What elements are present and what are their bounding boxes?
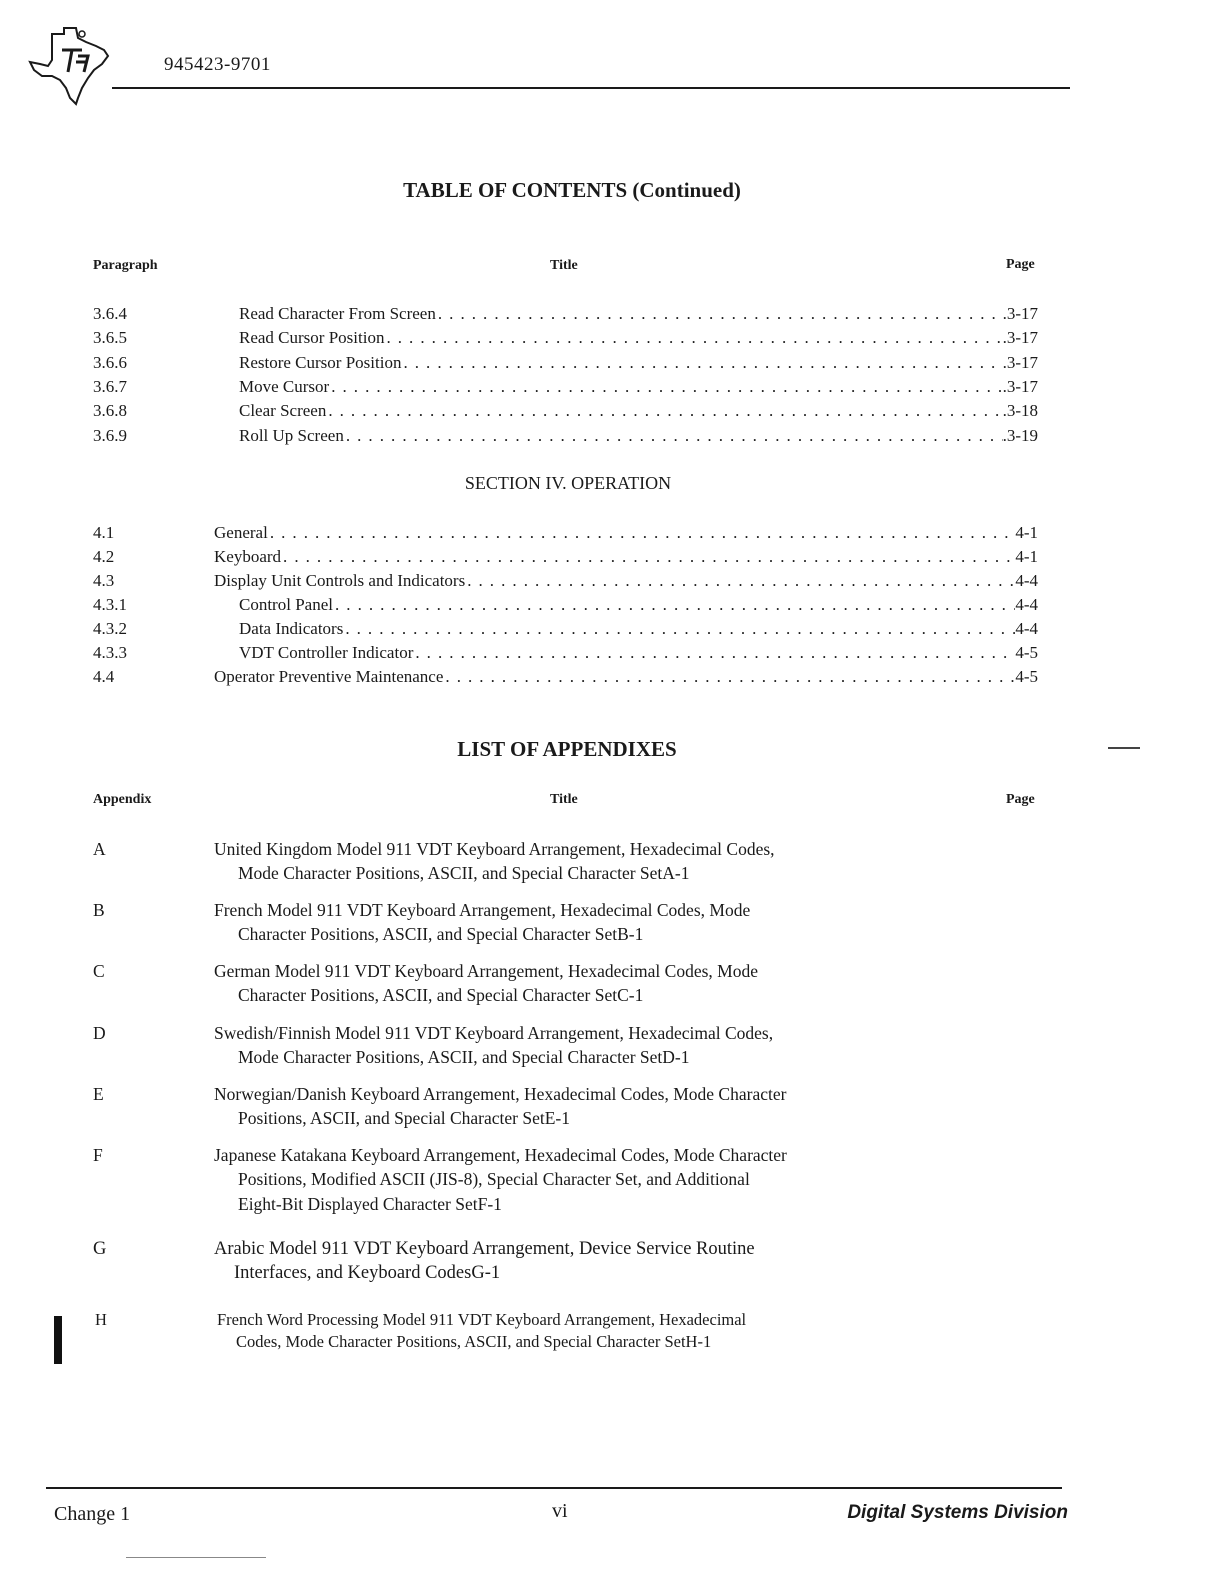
dot-leader — [344, 424, 1003, 448]
toc-entry[interactable] — [0, 302, 1224, 326]
col-appendix-heading: Appendix — [93, 792, 152, 807]
change-number: Change 1 — [54, 1503, 131, 1525]
col-page-heading: Page — [1006, 257, 1035, 272]
appendix-title-last-line: Character Positions, ASCII, and Special Character Set — [238, 924, 618, 944]
texas-instruments-logo-icon — [26, 26, 116, 110]
entry-number: 4.1 — [93, 523, 115, 542]
appendix-entry[interactable] — [0, 1143, 1224, 1217]
entry-title: Operator Preventive Maintenance — [214, 667, 444, 686]
entry-page: 4-1 — [1015, 547, 1038, 566]
entry-number: 3.6.6 — [93, 353, 127, 372]
entry-page: .3-19 — [1002, 426, 1038, 445]
entry-number: 3.6.5 — [93, 328, 127, 347]
entry-number: 3.6.4 — [93, 304, 127, 323]
appendix-entry[interactable] — [0, 1082, 1224, 1132]
appendix-letter: H — [95, 1310, 107, 1329]
toc-entry[interactable] — [0, 326, 1224, 350]
appendix-letter: G — [93, 1239, 107, 1259]
section-iv-heading: SECTION IV. OPERATION — [464, 473, 672, 493]
appendix-entry[interactable] — [0, 959, 1224, 1009]
appendix-title-last-line: Eight-Bit Displayed Character Set — [238, 1194, 478, 1214]
appendix-letter: F — [93, 1145, 103, 1165]
appendix-entry[interactable] — [0, 837, 1224, 887]
appendix-letter: E — [93, 1084, 104, 1104]
appendix-entry[interactable] — [0, 1308, 1224, 1358]
entry-number: 4.3.3 — [93, 643, 127, 662]
dot-leader — [443, 665, 1015, 689]
entry-page: .3-17 — [1002, 377, 1038, 396]
dot-leader — [384, 326, 1002, 350]
col-title-heading: Title — [550, 792, 578, 807]
entry-title: Restore Cursor Position — [239, 353, 402, 372]
entry-title: General — [214, 523, 268, 542]
appendix-entry[interactable] — [0, 1237, 1224, 1287]
appendix-page: F-1 — [477, 1194, 502, 1214]
entry-page: 4-5 — [1015, 643, 1038, 662]
entry-title: Keyboard — [214, 547, 282, 566]
appendix-title-line: Positions, Modified ASCII (JIS-8), Special Character Set, and Additional — [238, 1169, 750, 1189]
entry-title: Move Cursor — [239, 377, 330, 396]
appendix-title-line: Arabic Model 911 VDT Keyboard Arrangement, Device Service Routine — [214, 1239, 755, 1259]
entry-page: 4-5 — [1015, 667, 1038, 686]
appendix-letter: B — [93, 900, 105, 920]
dot-leader — [281, 545, 1015, 569]
col-page-heading: Page — [1006, 792, 1035, 807]
appendix-title-last-line: Positions, ASCII, and Special Character Set — [238, 1108, 545, 1128]
dot-leader — [343, 617, 1015, 641]
entry-title: Control Panel — [239, 595, 333, 614]
entry-title: Read Cursor Position — [239, 328, 385, 347]
footer-rule — [46, 1487, 1062, 1489]
entry-number: 4.3.1 — [93, 595, 127, 614]
toc-entry[interactable] — [0, 545, 1224, 569]
toc-entry[interactable] — [0, 375, 1224, 399]
entry-number: 3.6.8 — [93, 401, 127, 420]
dot-leader — [333, 593, 1015, 617]
dot-leader — [413, 641, 1015, 665]
appendixes-title: LIST OF APPENDIXES — [457, 737, 677, 761]
appendix-page: G-1 — [471, 1263, 501, 1283]
toc-entry[interactable] — [0, 351, 1224, 375]
toc-entry[interactable] — [0, 399, 1224, 423]
appendix-title-line: Norwegian/Danish Keyboard Arrangement, Hexadecimal Codes, Mode Character — [214, 1084, 787, 1104]
appendix-entry[interactable] — [0, 898, 1224, 948]
toc-entry[interactable] — [0, 665, 1224, 689]
appendix-page: H-1 — [685, 1332, 712, 1351]
entry-number: 4.4 — [93, 667, 115, 686]
toc-title: TABLE OF CONTENTS (Continued) — [403, 178, 741, 202]
entry-number: 4.3 — [93, 571, 115, 590]
dot-leader — [326, 399, 1002, 423]
entry-number: 4.3.2 — [93, 619, 127, 638]
entry-page: 4-4 — [1015, 571, 1038, 590]
document-number: 945423-9701 — [164, 54, 271, 75]
appendix-title-line: French Model 911 VDT Keyboard Arrangement, Hexadecimal Codes, Mode — [214, 900, 751, 920]
appendix-title-line: French Word Processing Model 911 VDT Keyboard Arrangement, Hexadecimal — [217, 1310, 747, 1329]
appendix-letter: D — [93, 1023, 106, 1043]
toc-entry[interactable] — [0, 617, 1224, 641]
toc-entry[interactable] — [0, 593, 1224, 617]
entry-title: Roll Up Screen — [239, 426, 344, 445]
appendix-entry[interactable] — [0, 1021, 1224, 1071]
division-name: Digital Systems Division — [847, 1502, 1068, 1523]
appendix-title-last-line: Mode Character Positions, ASCII, and Special Character Set — [238, 1047, 663, 1067]
toc-entry[interactable] — [0, 641, 1224, 665]
entry-title: Clear Screen — [239, 401, 327, 420]
appendix-page: E-1 — [544, 1108, 570, 1128]
dot-leader — [401, 351, 1002, 375]
dot-leader — [268, 521, 1016, 545]
appendix-title-last-line: Character Positions, ASCII, and Special Character Set — [238, 985, 618, 1005]
entry-number: 3.6.7 — [93, 377, 127, 396]
entry-page: 4-4 — [1015, 595, 1038, 614]
entry-page: .3-17 — [1002, 304, 1038, 323]
col-paragraph-heading: Paragraph — [93, 258, 158, 273]
appendix-letter: C — [93, 961, 105, 981]
dot-leader — [329, 375, 1002, 399]
change-bar — [54, 1316, 62, 1364]
entry-title: Data Indicators — [239, 619, 344, 638]
appendix-title-line: Swedish/Finnish Model 911 VDT Keyboard Arrangement, Hexadecimal Codes, — [214, 1023, 774, 1043]
scan-artifact — [126, 1557, 266, 1558]
appendix-page: D-1 — [662, 1047, 690, 1067]
entry-title: VDT Controller Indicator — [239, 643, 414, 662]
appendix-page: C-1 — [617, 985, 644, 1005]
appendix-letter: A — [93, 839, 106, 859]
entry-number: 3.6.9 — [93, 426, 127, 445]
appendix-page: A-1 — [662, 863, 690, 883]
header-rule — [112, 87, 1070, 89]
toc-entry[interactable] — [0, 521, 1224, 545]
entry-page: .3-17 — [1002, 328, 1038, 347]
appendix-title-last-line: Interfaces, and Keyboard Codes — [234, 1263, 472, 1283]
col-title-heading: Title — [550, 258, 578, 273]
appendix-title-last-line: Codes, Mode Character Positions, ASCII, and Special Character Set — [236, 1332, 686, 1351]
dot-leader — [436, 302, 1003, 326]
entry-page: .3-18 — [1002, 401, 1038, 420]
appendix-page: B-1 — [617, 924, 644, 944]
toc-entry[interactable] — [0, 569, 1224, 593]
entry-number: 4.2 — [93, 547, 115, 566]
page-number: vi — [552, 1500, 568, 1522]
appendix-title-line: Japanese Katakana Keyboard Arrangement, Hexadecimal Codes, Mode Character — [214, 1145, 787, 1165]
toc-entry[interactable] — [0, 424, 1224, 448]
entry-page: 4-4 — [1015, 619, 1038, 638]
dot-leader — [465, 569, 1015, 593]
entry-page: 4-1 — [1015, 523, 1038, 542]
entry-page: .3-17 — [1002, 353, 1038, 372]
appendix-title-line: United Kingdom Model 911 VDT Keyboard Arrangement, Hexadecimal Codes, — [214, 839, 775, 859]
scan-artifact — [1108, 747, 1140, 749]
entry-title: Display Unit Controls and Indicators — [214, 571, 466, 590]
appendix-title-last-line: Mode Character Positions, ASCII, and Special Character Set — [238, 863, 663, 883]
entry-title: Read Character From Screen — [239, 304, 436, 323]
appendix-title-line: German Model 911 VDT Keyboard Arrangement, Hexadecimal Codes, Mode — [214, 961, 758, 981]
